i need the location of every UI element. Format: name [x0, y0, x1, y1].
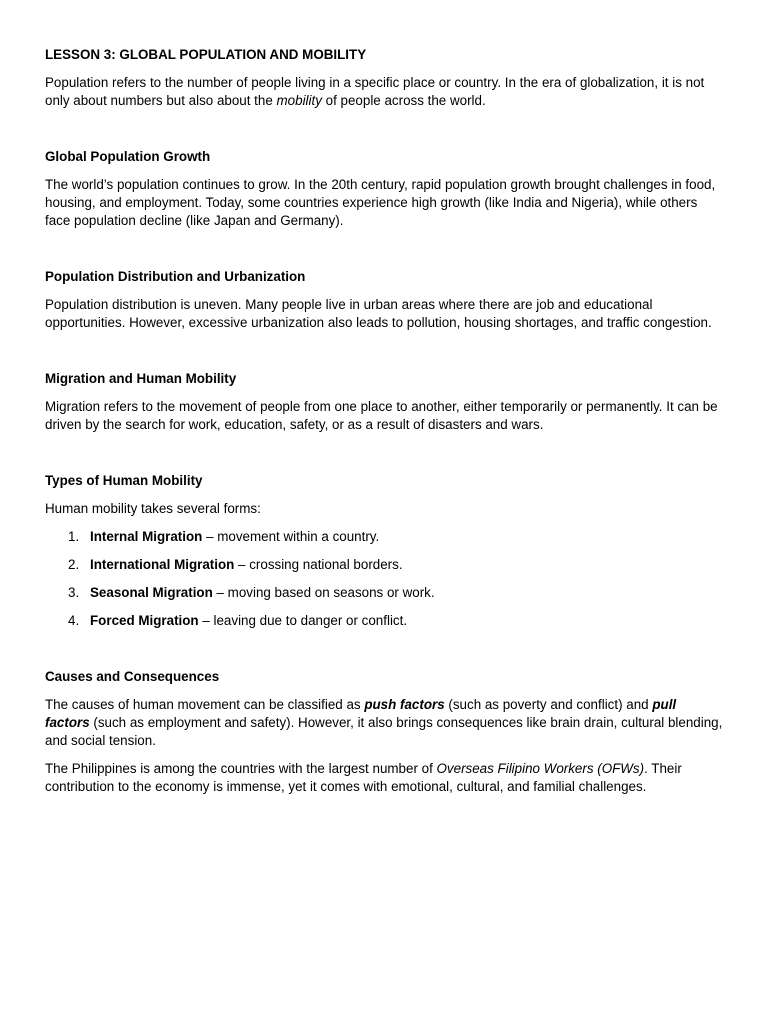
causes-paragraph	[45, 696, 724, 750]
lesson-title: LESSON 3: GLOBAL POPULATION AND MOBILITY	[45, 47, 367, 62]
list-item-number: 2.	[68, 557, 80, 572]
list-item-term: Internal Migration	[90, 529, 203, 544]
list-item-term: Seasonal Migration	[90, 585, 213, 600]
intro-italic-mobility: mobility	[276, 93, 322, 108]
causes-text-a: The causes of human movement can be classified as	[45, 697, 365, 712]
mobility-types-list	[45, 528, 724, 630]
migration-paragraph: Migration refers to the movement of people from one place to another, either temporarily or permanently. It can be driven by the search for work, education, safety, or as a result of disasters and wars.	[45, 399, 718, 432]
causes-text-b: (such as poverty and conflict) and	[444, 697, 653, 712]
intro-text-end: of people across the world.	[321, 93, 486, 108]
heading-migration: Migration and Human Mobility	[45, 371, 237, 386]
list-item-number: 3.	[68, 585, 80, 600]
list-item-desc: – movement within a country.	[202, 529, 380, 544]
heading-types-of-mobility: Types of Human Mobility	[45, 473, 203, 488]
heading-causes-consequences: Causes and Consequences	[45, 669, 220, 684]
causes-text-c: (such as employment and safety). However, it also brings consequences like brain drain, cultural blending, and social tension.	[45, 715, 723, 748]
pull-factors-term: pull factors	[45, 697, 677, 730]
heading-population-distribution: Population Distribution and Urbanization	[45, 269, 306, 284]
list-item-term: Forced Migration	[90, 613, 199, 628]
intro-text-start: Population refers to the number of people living in a specific place or country. In the era of globalization, it is not only about numbers but also about the	[45, 75, 705, 108]
list-item-number: 4.	[68, 613, 80, 628]
list-item	[45, 556, 724, 574]
list-item-desc: – moving based on seasons or work.	[212, 585, 435, 600]
list-item	[45, 528, 724, 546]
list-item-number: 1.	[68, 529, 80, 544]
intro-paragraph	[45, 74, 724, 110]
philippines-text-b: . Their contribution to the economy is immense, yet it comes with emotional, cultural, and familial challenges.	[45, 761, 682, 794]
philippines-paragraph	[45, 760, 724, 796]
heading-global-population-growth: Global Population Growth	[45, 149, 211, 164]
philippines-text-a: The Philippines is among the countries with the largest number of	[45, 761, 437, 776]
list-item	[45, 584, 724, 602]
growth-paragraph: The world’s population continues to grow. In the 20th century, rapid population growth brought challenges in food, housing, and employment. Today, some countries experience high growth (like India and Nigeria), while others face population decline (like Japan and Germany).	[45, 177, 716, 228]
ofw-term: Overseas Filipino Workers (OFWs)	[436, 761, 645, 776]
list-item-desc: – leaving due to danger or conflict.	[198, 613, 408, 628]
types-intro: Human mobility takes several forms:	[45, 501, 261, 516]
push-factors-term: push factors	[364, 697, 445, 712]
list-item	[45, 612, 724, 630]
distribution-paragraph: Population distribution is uneven. Many people live in urban areas where there are job and educational opportunities. However, excessive urbanization also leads to pollution, housing shortages, and traffic congestion.	[45, 297, 712, 330]
list-item-term: International Migration	[90, 557, 235, 572]
list-item-desc: – crossing national borders.	[234, 557, 403, 572]
